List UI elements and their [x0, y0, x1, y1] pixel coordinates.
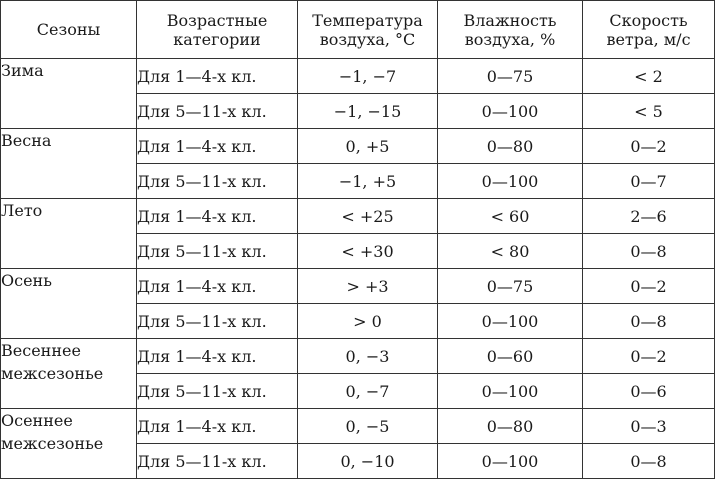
- wind-value: < 5: [583, 94, 715, 129]
- table-row: [1, 339, 715, 374]
- table-row: [1, 409, 715, 444]
- age-group: Для 5—11-х кл.: [137, 234, 298, 269]
- temperature-value: < +25: [298, 199, 438, 234]
- season-name: Осень: [1, 269, 137, 339]
- season-name: Осеннее межсезонье: [1, 409, 137, 479]
- season-name: Зима: [1, 59, 137, 129]
- humidity-value: 0—100: [438, 444, 583, 479]
- humidity-value: 0—80: [438, 129, 583, 164]
- temperature-value: 0, −10: [298, 444, 438, 479]
- age-group: Для 1—4-х кл.: [137, 269, 298, 304]
- wind-value: 0—8: [583, 234, 715, 269]
- wind-value: 0—8: [583, 304, 715, 339]
- temperature-value: < +30: [298, 234, 438, 269]
- temperature-value: 0, −5: [298, 409, 438, 444]
- temperature-value: > +3: [298, 269, 438, 304]
- wind-value: 0—7: [583, 164, 715, 199]
- humidity-value: 0—100: [438, 374, 583, 409]
- age-group: Для 1—4-х кл.: [137, 129, 298, 164]
- humidity-value: < 60: [438, 199, 583, 234]
- temperature-value: 0, +5: [298, 129, 438, 164]
- wind-value: 0—8: [583, 444, 715, 479]
- age-group: Для 5—11-х кл.: [137, 444, 298, 479]
- wind-value: 0—2: [583, 129, 715, 164]
- table-row: [1, 129, 715, 164]
- humidity-value: 0—75: [438, 269, 583, 304]
- age-group: Для 1—4-х кл.: [137, 59, 298, 94]
- wind-value: 0—2: [583, 269, 715, 304]
- season-name: Лето: [1, 199, 137, 269]
- temperature-value: 0, −7: [298, 374, 438, 409]
- temperature-value: −1, +5: [298, 164, 438, 199]
- season-name: Весеннее межсезонье: [1, 339, 137, 409]
- header-seasons: Сезоны: [1, 1, 137, 59]
- temperature-value: 0, −3: [298, 339, 438, 374]
- age-group: Для 5—11-х кл.: [137, 164, 298, 199]
- age-group: Для 5—11-х кл.: [137, 304, 298, 339]
- humidity-value: 0—100: [438, 164, 583, 199]
- humidity-value: 0—60: [438, 339, 583, 374]
- header-air-temperature: Температура воздуха, °С: [298, 1, 438, 59]
- header-age-categories: Возрастные категории: [137, 1, 298, 59]
- wind-value: 0—2: [583, 339, 715, 374]
- humidity-value: 0—75: [438, 59, 583, 94]
- wind-value: 0—6: [583, 374, 715, 409]
- header-air-humidity: Влажность воздуха, %: [438, 1, 583, 59]
- age-group: Для 1—4-х кл.: [137, 339, 298, 374]
- temperature-value: > 0: [298, 304, 438, 339]
- season-name: Весна: [1, 129, 137, 199]
- table-row: [1, 199, 715, 234]
- wind-value: < 2: [583, 59, 715, 94]
- age-group: Для 1—4-х кл.: [137, 199, 298, 234]
- header-row: [1, 1, 715, 59]
- header-wind-speed: Скорость ветра, м/с: [583, 1, 715, 59]
- table-row: [1, 269, 715, 304]
- humidity-value: 0—100: [438, 94, 583, 129]
- temperature-value: −1, −15: [298, 94, 438, 129]
- humidity-value: 0—80: [438, 409, 583, 444]
- age-group: Для 5—11-х кл.: [137, 94, 298, 129]
- wind-value: 0—3: [583, 409, 715, 444]
- humidity-value: < 80: [438, 234, 583, 269]
- age-group: Для 1—4-х кл.: [137, 409, 298, 444]
- age-group: Для 5—11-х кл.: [137, 374, 298, 409]
- wind-value: 2—6: [583, 199, 715, 234]
- temperature-value: −1, −7: [298, 59, 438, 94]
- humidity-value: 0—100: [438, 304, 583, 339]
- table-row: [1, 59, 715, 94]
